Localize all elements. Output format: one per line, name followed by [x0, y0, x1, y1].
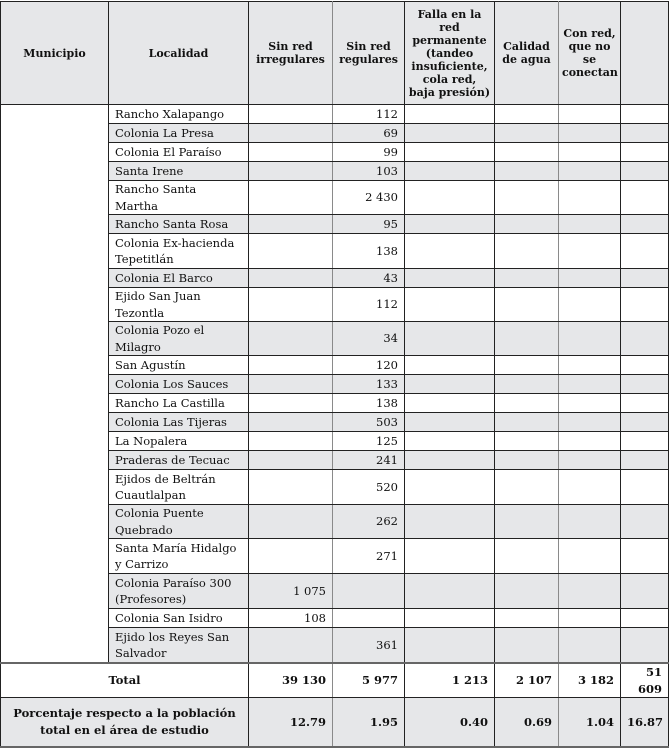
localidad-cell: La Nopalera — [109, 432, 249, 451]
sin-red-regulares-cell: 43 — [333, 269, 405, 288]
total-row — [1, 663, 669, 698]
con-red-no-conectan-cell — [559, 124, 621, 143]
calidad-de-agua-cell — [495, 215, 559, 234]
falla-en-la-red-cell — [405, 124, 495, 143]
con-red-no-conectan-cell — [559, 413, 621, 432]
calidad-de-agua-cell — [495, 356, 559, 375]
falla-en-la-red-cell — [405, 215, 495, 234]
sin-red-irregulares-cell: 1 075 — [249, 574, 333, 609]
header-con-red-no-conectan: Con red, que no se conectan — [559, 2, 621, 105]
header-sin-red-regulares: Sin red regulares — [333, 2, 405, 105]
localidad-cell: San Agustín — [109, 356, 249, 375]
calidad-de-agua-cell — [495, 432, 559, 451]
header-total — [621, 2, 669, 105]
total-sin-red-regulares: 5 977 — [333, 663, 405, 698]
row-total-cell — [621, 181, 669, 215]
falla-en-la-red-cell — [405, 539, 495, 574]
localidad-cell: Colonia La Presa — [109, 124, 249, 143]
total-label: Total — [1, 663, 249, 698]
con-red-no-conectan-cell — [559, 356, 621, 375]
con-red-no-conectan-cell — [559, 322, 621, 356]
sin-red-regulares-cell: 99 — [333, 143, 405, 162]
pct-calidad-de-agua: 0.69 — [495, 698, 559, 748]
row-total-cell — [621, 470, 669, 505]
header-row — [1, 2, 669, 105]
sin-red-regulares-cell: 138 — [333, 234, 405, 269]
sin-red-regulares-cell: 125 — [333, 432, 405, 451]
falla-en-la-red-cell — [405, 451, 495, 470]
calidad-de-agua-cell — [495, 470, 559, 505]
con-red-no-conectan-cell — [559, 181, 621, 215]
sin-red-irregulares-cell — [249, 451, 333, 470]
row-total-cell — [621, 269, 669, 288]
sin-red-regulares-cell: 520 — [333, 470, 405, 505]
localidad-cell: Rancho Xalapango — [109, 105, 249, 124]
localidad-cell: Rancho La Castilla — [109, 394, 249, 413]
sin-red-irregulares-cell — [249, 288, 333, 322]
sin-red-irregulares-cell — [249, 143, 333, 162]
calidad-de-agua-cell — [495, 162, 559, 181]
sin-red-regulares-cell: 34 — [333, 322, 405, 356]
calidad-de-agua-cell — [495, 124, 559, 143]
con-red-no-conectan-cell — [559, 375, 621, 394]
row-total-cell — [621, 413, 669, 432]
sin-red-irregulares-cell — [249, 505, 333, 539]
con-red-no-conectan-cell — [559, 505, 621, 539]
row-total-cell — [621, 356, 669, 375]
calidad-de-agua-cell — [495, 451, 559, 470]
header-municipio: Municipio — [1, 2, 109, 105]
falla-en-la-red-cell — [405, 143, 495, 162]
sin-red-irregulares-cell: 108 — [249, 609, 333, 628]
sin-red-regulares-cell — [333, 609, 405, 628]
row-total-cell — [621, 162, 669, 181]
sin-red-regulares-cell: 262 — [333, 505, 405, 539]
row-total-cell — [621, 322, 669, 356]
total-con-red-no-conectan: 3 182 — [559, 663, 621, 698]
sin-red-irregulares-cell — [249, 394, 333, 413]
percentage-label: Porcentaje respecto a la población total en el área de estudio — [1, 698, 249, 748]
falla-en-la-red-cell — [405, 505, 495, 539]
falla-en-la-red-cell — [405, 269, 495, 288]
sin-red-regulares-cell: 69 — [333, 124, 405, 143]
calidad-de-agua-cell — [495, 628, 559, 664]
falla-en-la-red-cell — [405, 288, 495, 322]
row-total-cell — [621, 105, 669, 124]
calidad-de-agua-cell — [495, 234, 559, 269]
sin-red-irregulares-cell — [249, 375, 333, 394]
total-falla-en-la-red: 1 213 — [405, 663, 495, 698]
sin-red-irregulares-cell — [249, 470, 333, 505]
falla-en-la-red-cell — [405, 322, 495, 356]
sin-red-regulares-cell: 271 — [333, 539, 405, 574]
calidad-de-agua-cell — [495, 143, 559, 162]
pct-sin-red-irregulares: 12.79 — [249, 698, 333, 748]
sin-red-irregulares-cell — [249, 628, 333, 664]
sin-red-regulares-cell: 112 — [333, 105, 405, 124]
sin-red-regulares-cell: 103 — [333, 162, 405, 181]
localidad-cell: Santa María Hidalgo y Carrizo — [109, 539, 249, 574]
sin-red-irregulares-cell — [249, 181, 333, 215]
sin-red-regulares-cell: 133 — [333, 375, 405, 394]
con-red-no-conectan-cell — [559, 432, 621, 451]
localidad-cell: Colonia El Barco — [109, 269, 249, 288]
sin-red-irregulares-cell — [249, 215, 333, 234]
con-red-no-conectan-cell — [559, 451, 621, 470]
sin-red-regulares-cell: 241 — [333, 451, 405, 470]
sin-red-irregulares-cell — [249, 322, 333, 356]
row-total-cell — [621, 574, 669, 609]
percentage-row — [1, 698, 669, 748]
calidad-de-agua-cell — [495, 105, 559, 124]
row-total-cell — [621, 432, 669, 451]
con-red-no-conectan-cell — [559, 288, 621, 322]
sin-red-regulares-cell: 503 — [333, 413, 405, 432]
municipio-cell — [1, 105, 109, 664]
localidad-cell: Rancho Santa Martha — [109, 181, 249, 215]
con-red-no-conectan-cell — [559, 574, 621, 609]
falla-en-la-red-cell — [405, 470, 495, 505]
sin-red-irregulares-cell — [249, 356, 333, 375]
table-row — [1, 105, 669, 124]
sin-red-regulares-cell: 120 — [333, 356, 405, 375]
con-red-no-conectan-cell — [559, 628, 621, 664]
pct-con-red-no-conectan: 1.04 — [559, 698, 621, 748]
total-grand-total: 51 609 — [621, 663, 669, 698]
falla-en-la-red-cell — [405, 356, 495, 375]
con-red-no-conectan-cell — [559, 609, 621, 628]
sin-red-regulares-cell: 361 — [333, 628, 405, 664]
localidad-cell: Ejido los Reyes San Salvador — [109, 628, 249, 664]
localidad-cell: Rancho Santa Rosa — [109, 215, 249, 234]
con-red-no-conectan-cell — [559, 539, 621, 574]
water-service-table — [0, 1, 669, 748]
sin-red-irregulares-cell — [249, 269, 333, 288]
row-total-cell — [621, 288, 669, 322]
falla-en-la-red-cell — [405, 181, 495, 215]
con-red-no-conectan-cell — [559, 215, 621, 234]
row-total-cell — [621, 215, 669, 234]
calidad-de-agua-cell — [495, 288, 559, 322]
con-red-no-conectan-cell — [559, 105, 621, 124]
calidad-de-agua-cell — [495, 609, 559, 628]
con-red-no-conectan-cell — [559, 394, 621, 413]
pct-sin-red-regulares: 1.95 — [333, 698, 405, 748]
total-calidad-de-agua: 2 107 — [495, 663, 559, 698]
falla-en-la-red-cell — [405, 609, 495, 628]
row-total-cell — [621, 394, 669, 413]
sin-red-regulares-cell: 95 — [333, 215, 405, 234]
falla-en-la-red-cell — [405, 574, 495, 609]
sin-red-irregulares-cell — [249, 124, 333, 143]
row-total-cell — [621, 375, 669, 394]
row-total-cell — [621, 539, 669, 574]
falla-en-la-red-cell — [405, 413, 495, 432]
sin-red-irregulares-cell — [249, 539, 333, 574]
localidad-cell: Colonia Pozo el Milagro — [109, 322, 249, 356]
row-total-cell — [621, 451, 669, 470]
falla-en-la-red-cell — [405, 162, 495, 181]
row-total-cell — [621, 234, 669, 269]
falla-en-la-red-cell — [405, 375, 495, 394]
header-localidad: Localidad — [109, 2, 249, 105]
sin-red-regulares-cell — [333, 574, 405, 609]
calidad-de-agua-cell — [495, 413, 559, 432]
row-total-cell — [621, 609, 669, 628]
row-total-cell — [621, 143, 669, 162]
localidad-cell: Ejidos de Beltrán Cuautlalpan — [109, 470, 249, 505]
falla-en-la-red-cell — [405, 394, 495, 413]
header-calidad-de-agua: Calidad de agua — [495, 2, 559, 105]
localidad-cell: Santa Irene — [109, 162, 249, 181]
calidad-de-agua-cell — [495, 394, 559, 413]
con-red-no-conectan-cell — [559, 269, 621, 288]
sin-red-irregulares-cell — [249, 105, 333, 124]
calidad-de-agua-cell — [495, 269, 559, 288]
con-red-no-conectan-cell — [559, 234, 621, 269]
localidad-cell: Colonia Los Sauces — [109, 375, 249, 394]
falla-en-la-red-cell — [405, 628, 495, 664]
sin-red-irregulares-cell — [249, 234, 333, 269]
calidad-de-agua-cell — [495, 322, 559, 356]
sin-red-irregulares-cell — [249, 413, 333, 432]
calidad-de-agua-cell — [495, 505, 559, 539]
header-sin-red-irregulares: Sin red irregulares — [249, 2, 333, 105]
sin-red-regulares-cell: 2 430 — [333, 181, 405, 215]
header-falla-en-la-red: Falla en la red permanente (tandeo insuficiente, cola red, baja presión) — [405, 2, 495, 105]
localidad-cell: Praderas de Tecuac — [109, 451, 249, 470]
falla-en-la-red-cell — [405, 105, 495, 124]
sin-red-irregulares-cell — [249, 432, 333, 451]
sin-red-regulares-cell: 112 — [333, 288, 405, 322]
calidad-de-agua-cell — [495, 375, 559, 394]
row-total-cell — [621, 628, 669, 664]
row-total-cell — [621, 505, 669, 539]
localidad-cell: Colonia Paraíso 300 (Profesores) — [109, 574, 249, 609]
localidad-cell: Colonia Las Tijeras — [109, 413, 249, 432]
pct-grand-total: 16.87 — [621, 698, 669, 748]
localidad-cell: Colonia El Paraíso — [109, 143, 249, 162]
localidad-cell: Colonia Ex-hacienda Tepetitlán — [109, 234, 249, 269]
total-sin-red-irregulares: 39 130 — [249, 663, 333, 698]
row-total-cell — [621, 124, 669, 143]
localidad-cell: Ejido San Juan Tezontla — [109, 288, 249, 322]
con-red-no-conectan-cell — [559, 143, 621, 162]
calidad-de-agua-cell — [495, 181, 559, 215]
pct-falla-en-la-red: 0.40 — [405, 698, 495, 748]
falla-en-la-red-cell — [405, 234, 495, 269]
sin-red-irregulares-cell — [249, 162, 333, 181]
calidad-de-agua-cell — [495, 574, 559, 609]
calidad-de-agua-cell — [495, 539, 559, 574]
falla-en-la-red-cell — [405, 432, 495, 451]
sin-red-regulares-cell: 138 — [333, 394, 405, 413]
localidad-cell: Colonia Puente Quebrado — [109, 505, 249, 539]
localidad-cell: Colonia San Isidro — [109, 609, 249, 628]
con-red-no-conectan-cell — [559, 162, 621, 181]
con-red-no-conectan-cell — [559, 470, 621, 505]
